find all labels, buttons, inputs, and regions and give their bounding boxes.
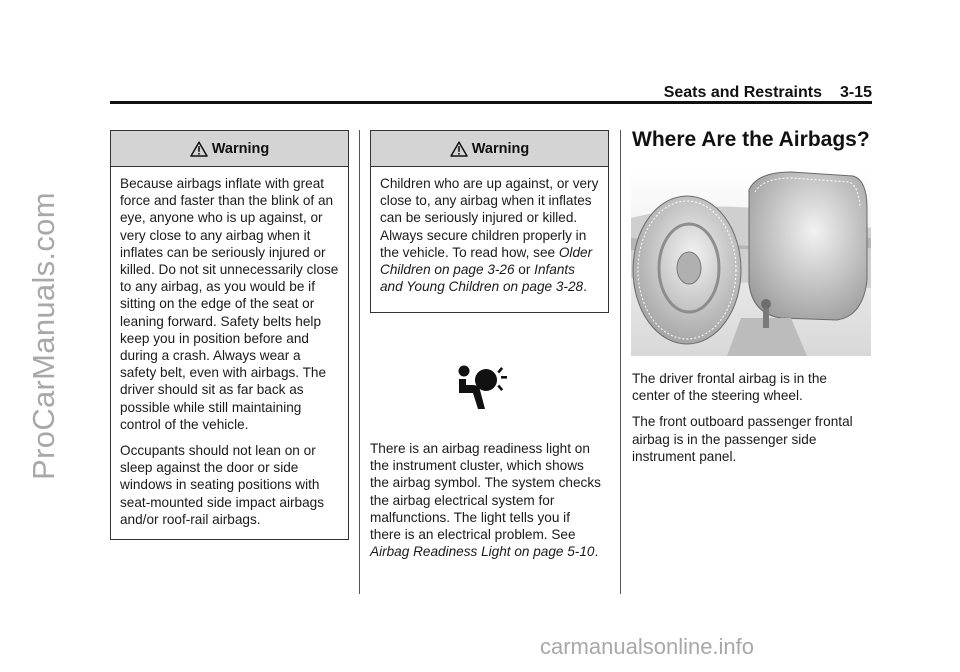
bottom-watermark: carmanualsonline.info	[540, 634, 755, 659]
warning-paragraph	[380, 175, 600, 295]
link-older-children[interactable]: Older Children on page 3-26	[380, 244, 593, 278]
airbag-readiness-symbol-icon	[454, 363, 510, 413]
airbag-location-text	[632, 370, 868, 474]
readiness-text: .	[594, 544, 599, 560]
readiness-paragraph	[370, 440, 604, 560]
warning-title: Warning	[471, 140, 530, 157]
warning-text: Children who are up against, or very close to, any airbag when it inflates can be seriously injured or killed. Always secure children properly in the vehicle. To read how, see	[380, 176, 599, 260]
side-watermark-text: ProCarManuals.com	[26, 192, 61, 480]
airbag-locations-illustration	[631, 168, 871, 356]
warning-box-airbag-force	[110, 130, 349, 540]
warning-text: .	[583, 279, 587, 295]
column-divider-2	[620, 130, 621, 594]
readiness-light-text	[370, 440, 604, 569]
link-airbag-readiness-light[interactable]: Airbag Readiness Light on page 5-10	[370, 544, 595, 560]
warning-paragraph: Occupants should not lean on or sleep against the door or side windows in seating positions with seat-mounted side impact airbags and/or roof-rail airbags.	[120, 443, 325, 527]
readiness-text: There is an airbag readiness light on the instrument cluster, which shows the airbag symbol. The system checks the airbag electrical system for malfunctions. The light tells you if there is an electrical problem. See	[370, 441, 601, 543]
warning-triangle-icon	[450, 141, 468, 157]
warning-text: or	[514, 262, 535, 278]
warning-body	[371, 167, 608, 301]
passenger-airbag-paragraph: The front outboard passenger frontal airbag is in the passenger side instrument panel.	[632, 414, 853, 464]
warning-paragraph: Because airbags inflate with great force and faster than the blink of an eye, anyone who is up against, or very close to any airbag when it inflates can be seriously injured or killed. Do not sit unnecessarily close to any airbag, as you would be if sitting on the edge of the seat or leaning forward. Safety belts help keep you in position before and during a crash. Always wear a safety belt, even with airbags. The driver should sit as far back as possible while still maintaining control of the vehicle.	[120, 176, 339, 432]
warning-box-children	[370, 130, 609, 313]
side-watermark	[16, 0, 72, 672]
warning-triangle-icon	[190, 141, 208, 157]
warning-header	[111, 131, 348, 167]
link-infants-young-children[interactable]: Infants and Young Children on page 3-28	[380, 262, 584, 295]
warning-header	[371, 131, 608, 167]
header-rule	[110, 101, 872, 104]
warning-body	[111, 167, 348, 534]
section-heading: Where Are the Airbags?	[632, 128, 870, 151]
section-title: Seats and Restraints	[663, 84, 822, 101]
column-divider-1	[359, 130, 360, 594]
driver-airbag-paragraph: The driver frontal airbag is in the center of the steering wheel.	[632, 371, 827, 404]
page-number: 3-15	[839, 84, 872, 101]
warning-title: Warning	[211, 140, 270, 157]
